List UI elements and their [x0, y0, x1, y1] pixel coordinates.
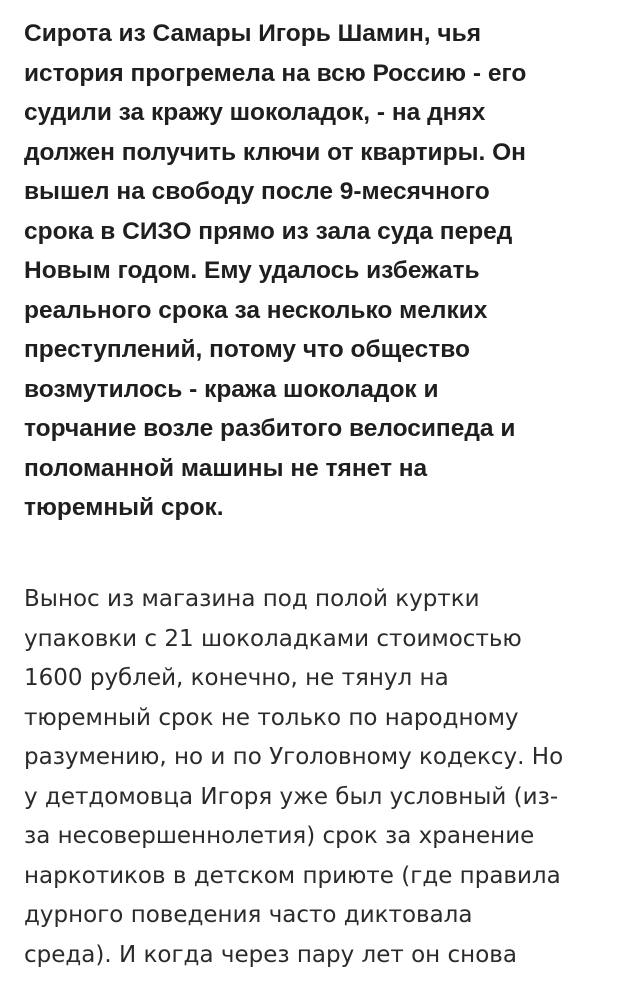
lead-line: преступлений, потому что общество [24, 336, 470, 363]
body-line: дурного поведения часто диктовала [24, 902, 473, 928]
lead-line: Сирота из Самары Игорь Шамин, чья [24, 20, 482, 47]
lead-line: Новым годом. Ему удалось избежать [24, 257, 480, 284]
body-line: Вынос из магазина под полой куртки [24, 586, 480, 612]
body-line: 1600 рублей, конечно, не тянул на [24, 665, 449, 691]
lead-line: тюремный срок. [24, 494, 224, 521]
body-line: тюремный срок не только по народному [24, 704, 519, 731]
body-line: упаковки с 21 шоколадками стоимостью [24, 625, 522, 652]
body-line: разумению, но и по Уголовному кодексу. Но [24, 744, 564, 770]
article-lead [24, 14, 604, 528]
lead-line: срока в СИЗО прямо из зала суда перед [24, 217, 513, 245]
lead-line: торчание возле разбитого велосипеда и [24, 415, 516, 442]
lead-line: история прогремела на всю Россию - его [24, 59, 527, 87]
lead-line: судили за кражу шоколадок, - на днях [24, 99, 486, 126]
lead-line: возмутилось - кража шоколадок и [24, 375, 439, 403]
body-line: среда). И когда через пару лет он снова [24, 941, 517, 968]
lead-line: вышел на свободу после 9-месячного [24, 178, 490, 205]
lead-line: должен получить ключи от квартиры. Он [24, 138, 526, 166]
body-line: наркотиков в детском приюте (где правила [24, 862, 561, 889]
body-line: у детдомовца Игоря уже был условный (из- [24, 783, 559, 810]
article [24, 14, 604, 968]
lead-line: реального срока за несколько мелких [24, 296, 488, 324]
body-line: за несовершеннолетия) срок за хранение [24, 823, 535, 849]
article-body-paragraph [24, 580, 563, 975]
lead-line: поломанной машины не тянет на [24, 454, 428, 482]
